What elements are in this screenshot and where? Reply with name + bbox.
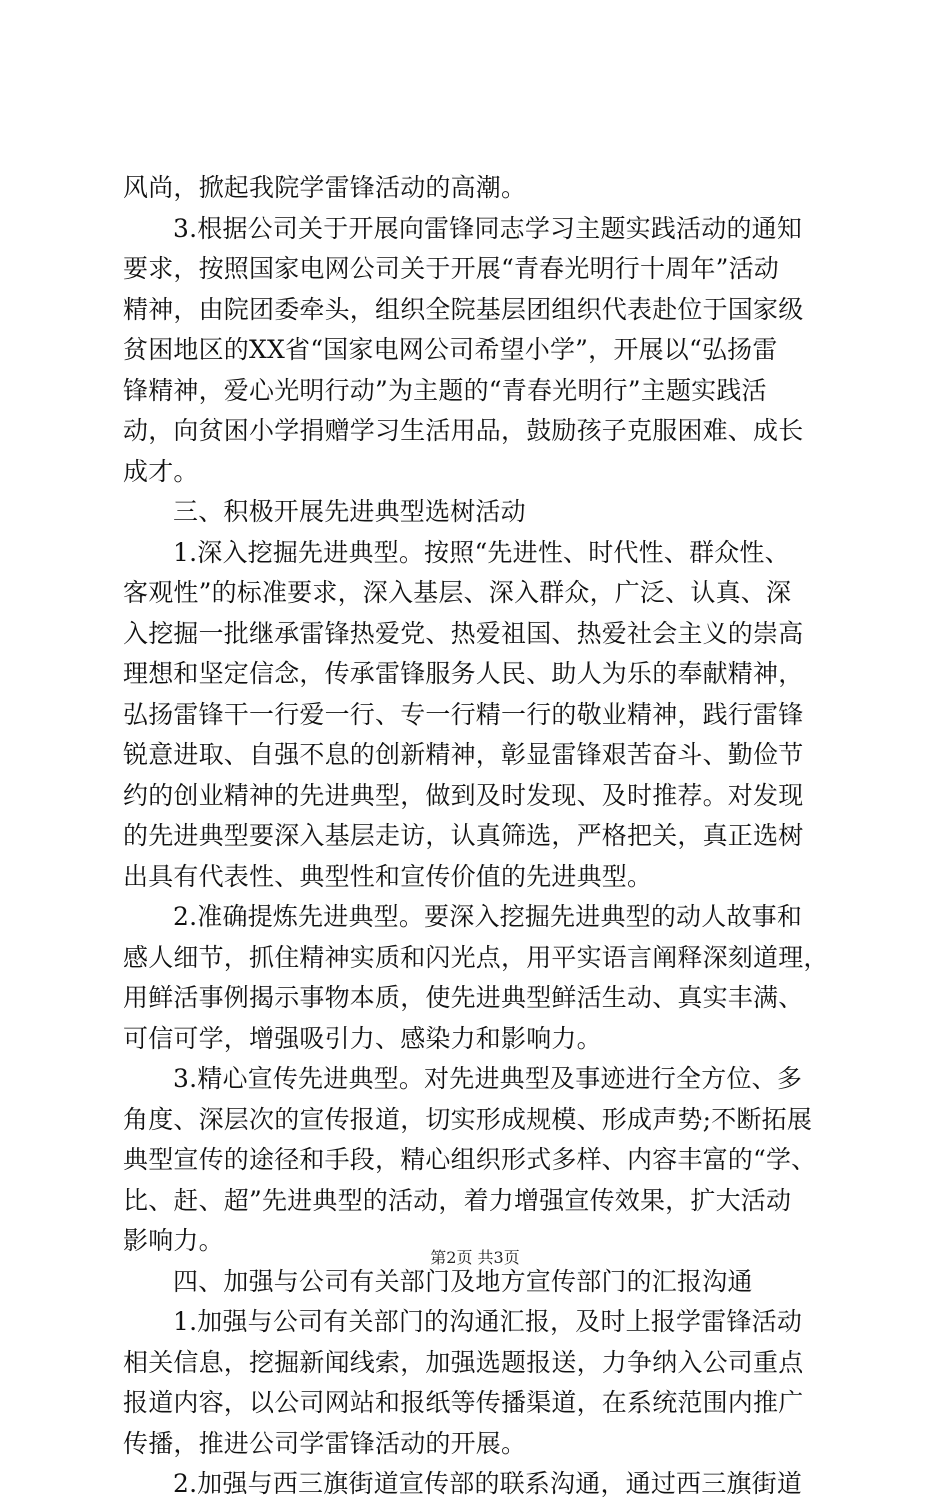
text-line: 风尚，掀起我院学雷锋活动的高潮。 [123,173,527,202]
text-line: 精神，由院团委牵头，组织全院基层团组织代表赴位于国家级 [123,294,804,324]
text-line: 相关信息，挖掘新闻线索，加强选题报送，力争纳入公司重点 [123,1347,804,1377]
text-line: 3.根据公司关于开展向雷锋同志学习主题实践活动的通知 [173,213,803,243]
text-line: 影响力。 [123,1226,224,1255]
text-line: 比、赶、超”先进典型的活动，着力增强宣传效果，扩大活动 [123,1185,792,1215]
text-line: 锋精神，爱心光明行动”为主题的“青春光明行”主题实践活 [123,375,767,405]
text-line: 弘扬雷锋干一行爱一行、专一行精一行的敬业精神，践行雷锋 [123,699,804,729]
text-line: 感人细节，抓住精神实质和闪光点，用平实语言阐释深刻道理， [123,942,829,972]
text-line: 1.加强与公司有关部门的沟通汇报，及时上报学雷锋活动 [173,1307,803,1336]
text-line: 典型宣传的途径和手段，精心组织形式多样、内容丰富的“学、 [123,1145,817,1174]
text-line: 约的创业精神的先进典型，做到及时发现、及时推荐。对发现 [123,780,804,810]
text-line: 2.加强与西三旗街道宣传部的联系沟通，通过西三旗街道 [173,1469,803,1498]
text-line: 传播，推进公司学雷锋活动的开展。 [123,1428,527,1458]
text-line: 用鲜活事例揭示事物本质，使先进典型鲜活生动、真实丰满、 [123,983,804,1012]
text-line: 理想和坚定信念，传承雷锋服务人民、助人为乐的奉献精神， [123,659,804,688]
text-line: 锐意进取、自强不息的创新精神，彰显雷锋艰苦奋斗、勤俭节 [123,740,804,769]
text-line: 三、积极开展先进典型选树活动 [173,497,526,526]
text-line: 的先进典型要深入基层走访，认真筛选，严格把关，真正选树 [123,821,804,850]
text-line: 报道内容，以公司网站和报纸等传播渠道，在系统范围内推广 [123,1388,804,1417]
text-line: 四、加强与公司有关部门及地方宣传部门的汇报沟通 [173,1266,753,1296]
text-line: 2.准确提炼先进典型。要深入挖掘先进典型的动人故事和 [173,902,803,931]
text-line: 出具有代表性、典型性和宣传价值的先进典型。 [123,861,653,891]
text-line: 可信可学，增强吸引力、感染力和影响力。 [123,1023,602,1053]
text-line: 要求，按照国家电网公司关于开展“青春光明行十周年”活动 [123,254,779,283]
page-footer: 第2页 共3页 [430,1248,520,1267]
text-line: 成才。 [123,456,199,486]
text-line: 动，向贫困小学捐赠学习生活用品，鼓励孩子克服困难、成长 [123,416,804,445]
text-line: 3.精心宣传先进典型。对先进典型及事迹进行全方位、多 [173,1064,803,1093]
text-line: 1.深入挖掘先进典型。按照“先进性、时代性、群众性、 [173,537,790,567]
text-line: 入挖掘一批继承雷锋热爱党、热爱祖国、热爱社会主义的崇高 [123,618,804,648]
body-text [123,168,833,1505]
text-line: 角度、深层次的宣传报道，切实形成规模、形成声势;不断拓展 [123,1104,813,1134]
text-line: 客观性”的标准要求，深入基层、深入群众，广泛、认真、深 [123,578,792,607]
text-line: 贫困地区的XX省“国家电网公司希望小学”，开展以“弘扬雷 [123,335,778,364]
